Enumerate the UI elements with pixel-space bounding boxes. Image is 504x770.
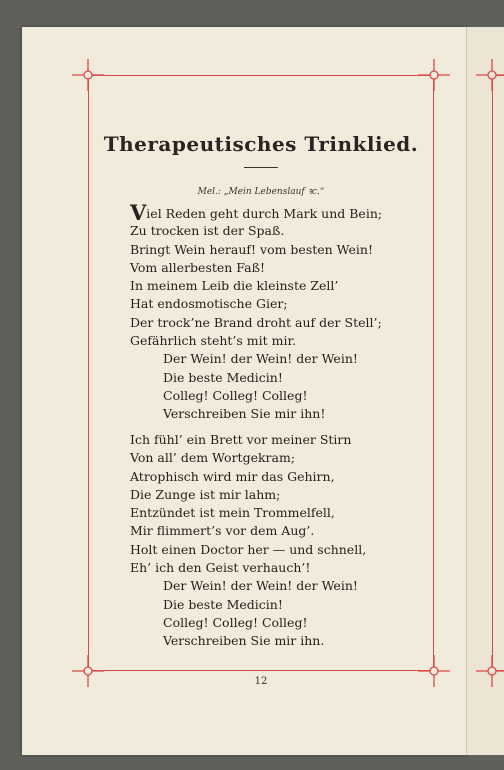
verse-line: Gefährlich steht’s mit mir. (130, 333, 297, 349)
corner-ornament-top-left (72, 59, 104, 91)
next-page-border-frame (492, 75, 504, 671)
corner-ornament-next-page-bottom (476, 655, 504, 687)
verse-line: Vom allerbesten Faß! (130, 259, 265, 275)
corner-ornament-bottom-right (418, 655, 450, 687)
verse-line: Atrophisch wird mir das Gehirn, (130, 468, 335, 484)
verse-line: Der trock’ne Brand droht auf der Stell’; (130, 314, 382, 330)
poem-title: Therapeutisches Trinklied. (103, 132, 419, 156)
verse-line: Ich fühl’ ein Brett vor meiner Stirn (130, 432, 352, 447)
verse-line: Mir flimmert’s vor dem Aug’. (130, 523, 315, 539)
verse-line: Bringt Wein herauf! vom besten Wein! (130, 241, 373, 257)
corner-ornament-top-right (418, 59, 450, 91)
refrain-line: Verschreiben Sie mir ihn. (163, 633, 325, 649)
refrain-line: Die beste Medicin! (163, 369, 283, 385)
refrain-line: Colleg! Colleg! Colleg! (163, 387, 308, 403)
page-number: 12 (254, 676, 268, 687)
refrain-line: Der Wein! der Wein! der Wein! (163, 578, 358, 594)
refrain-line: Verschreiben Sie mir ihn! (163, 406, 326, 422)
title-divider (244, 167, 278, 168)
drop-cap: V (130, 200, 147, 225)
verse-line: Von all’ dem Wortgekram; (130, 450, 296, 466)
verse-line: Hat endosmotische Gier; (130, 296, 288, 312)
stanza-2 (130, 431, 420, 651)
refrain-line: Die beste Medicin! (163, 596, 283, 612)
refrain-line: Colleg! Colleg! Colleg! (163, 614, 308, 630)
verse-line: Holt einen Doctor her — und schnell, (130, 541, 367, 557)
verse-line: Entzündet ist mein Trommelfell, (130, 505, 335, 521)
verse-line: Viel Reden geht durch Mark und Bein; (130, 200, 383, 225)
verse-line: Zu trocken ist der Spaß. (130, 223, 285, 239)
stanza-1 (130, 200, 420, 424)
verse-line: In meinem Leib die kleinste Zell’ (130, 278, 339, 294)
verse-line: Eh’ ich den Geist verhauch’! (130, 560, 311, 576)
refrain-line: Der Wein! der Wein! der Wein! (163, 351, 358, 367)
verse-line: Die Zunge ist mir lahm; (130, 486, 281, 502)
corner-ornament-next-page-top (476, 59, 504, 91)
melody-note: Mel.: „Mein Lebenslauf ꝛc.“ (197, 187, 325, 197)
